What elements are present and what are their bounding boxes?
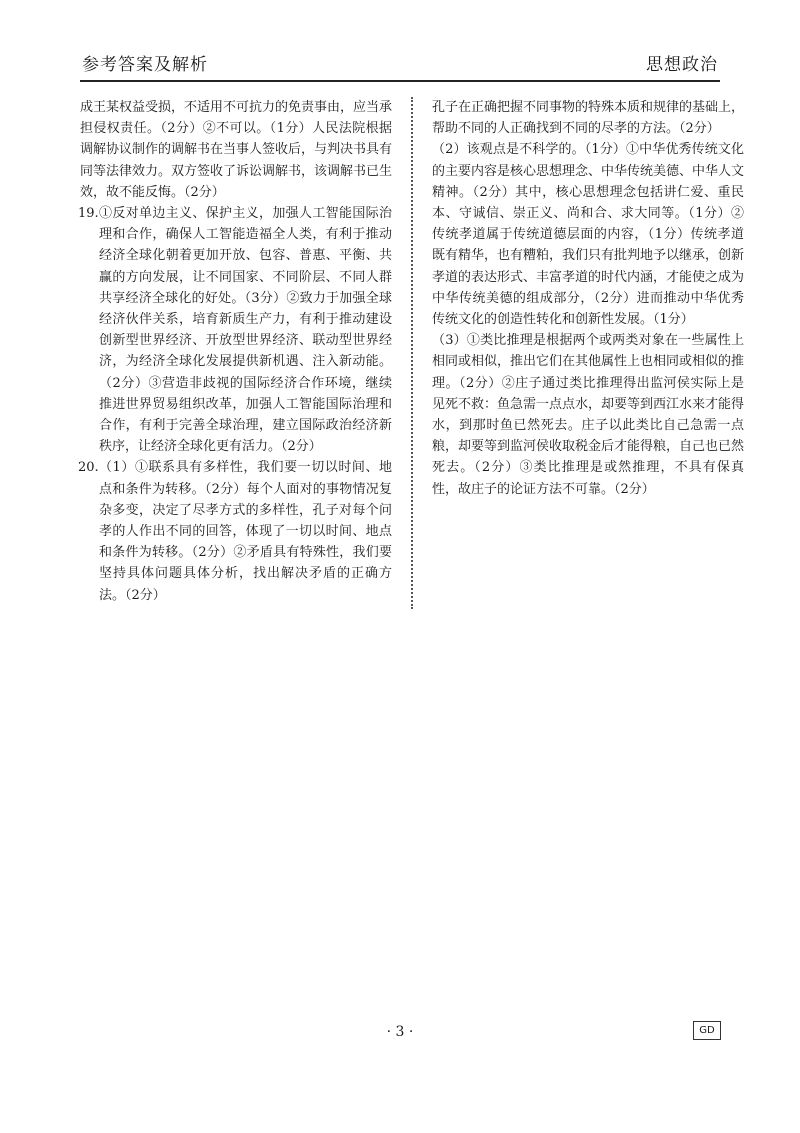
header-subject-title: 思想政治	[646, 55, 718, 75]
answer-20-part1-text: （1）①联系具有多样性，我们要一切以时间、地点和条件为转移。（2分）每个人面对的事物情况复杂多变，决定了尽孝方式的多样性，孔子对每个问孝的人作出不同的回答，体现了一切以时间、地点和条件为转移。（2分）②矛盾具有特殊性，我们要坚持具体问题具体分析，找出解决矛盾的正确方法。（2分）	[99, 460, 392, 603]
page-header	[80, 46, 720, 82]
edition-tag: GD	[693, 1021, 721, 1040]
header-left-title: 参考答案及解析	[82, 55, 208, 75]
right-column	[432, 97, 744, 500]
page-number: · 3 ·	[386, 1024, 414, 1040]
answer-20-part2: （2）该观点是不科学的。（1分）①中华优秀传统文化的主要内容是核心思想理念、中华传统美德、中华人文精神。（2分）其中，核心思想理念包括讲仁爱、重民本、守诚信、崇正义、尚和合、求大同等。（1分）②传统孝道属于传统道德层面的内容，（1分）传统孝道既有精华，也有糟粕，我们只有批判地予以继承，创新孝道的表达形式、丰富孝道的时代内涵，才能使之成为中华传统美德的组成部分，（2分）进而推动中华优秀传统文化的创造性转化和创新性发展。（1分）	[432, 142, 745, 328]
answer-19-number: 19.	[78, 206, 99, 222]
answer-20-part3: （3）①类比推理是根据两个或两类对象在一些属性上相同或相似，推出它们在其他属性上也相同或相似的推理。（2分）②庄子通过类比推理得出监河侯实际上是见死不救：鱼急需一点点水，却要等到西江水来才能得水，到那时鱼已然死去。庄子以此类比自己急需一点粮，却要等到监河侯收取税金后才能得粮，自己也已然死去。（2分）③类比推理是或然推理，不具有保真性，故庄子的论证方法不可靠。（2分）	[432, 333, 745, 497]
answer-20	[80, 457, 392, 605]
answer-continuation: 成王某权益受损，不适用不可抗力的免责事由，应当承担侵权责任。（2分）②不可以。（1分）人民法院根据调解协议制作的调解书在当事人签收后，与判决书具有同等法律效力。双方签收了诉讼调解书，该调解书已生效，故不能反悔。（2分）	[80, 100, 393, 200]
answer-19	[80, 203, 392, 457]
left-column	[80, 97, 392, 606]
column-divider	[411, 97, 413, 609]
answer-19-text: ①反对单边主义、保护主义，加强人工智能国际治理和合作，确保人工智能造福全人类，有利于推动经济全球化朝着更加开放、包容、普惠、平衡、共赢的方向发展，让不同国家、不同阶层、不同人群共享经济全球化的好处。（3分）②致力于加强全球经济伙伴关系，培育新质生产力，有利于推动建设创新型世界经济、开放型世界经济、联动型世界经济，为经济全球化发展提供新机遇、注入新动能。（2分）③营造非歧视的国际经济合作环境，继续推进世界贸易组织改革，加强人工智能国际治理和合作，有利于完善全球治理，建立国际政治经济新秩序，让经济全球化更有活力。（2分）	[99, 206, 392, 455]
answer-20-part1-continuation: 孔子在正确把握不同事物的特殊本质和规律的基础上，帮助不同的人正确找到不同的尽孝的方法。（2分）	[432, 100, 745, 137]
answer-20-number: 20.	[78, 460, 99, 476]
